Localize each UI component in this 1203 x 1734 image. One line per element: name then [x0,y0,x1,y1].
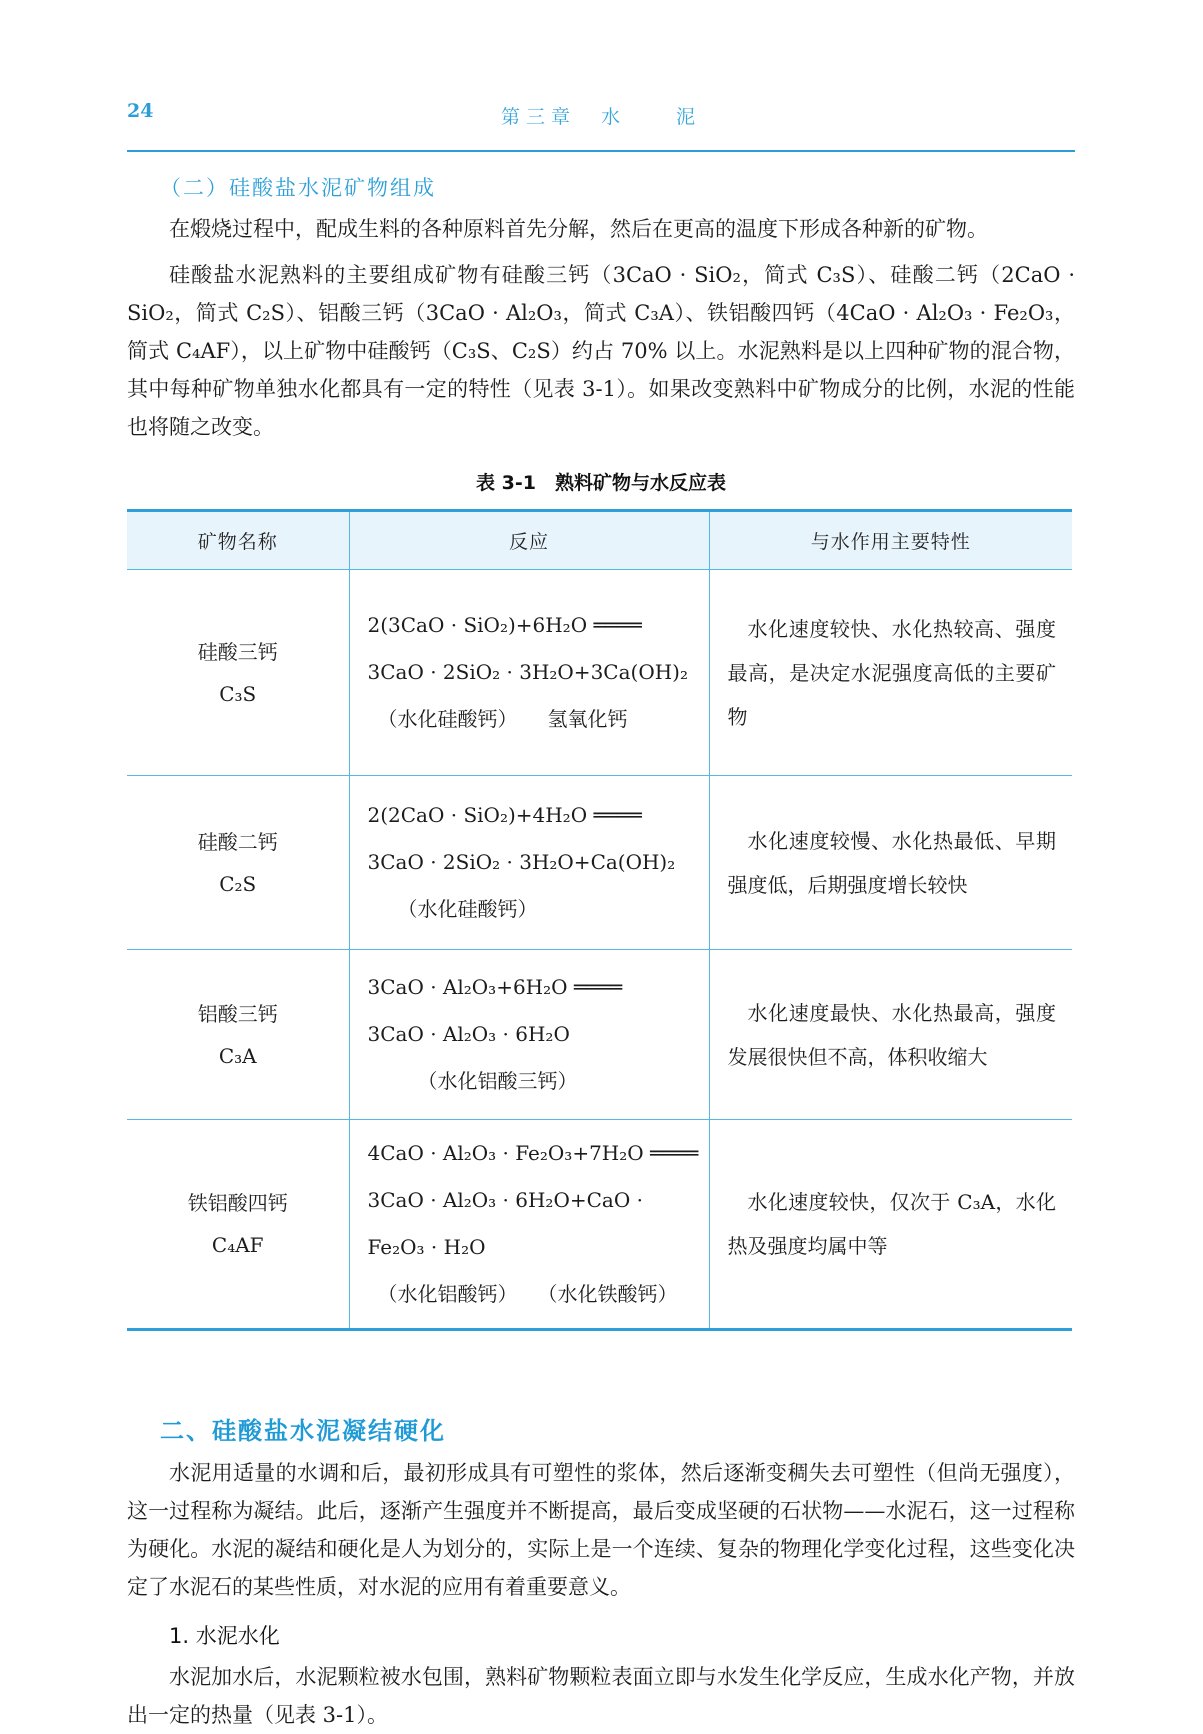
mineral-formula: C₄AF [211,1233,264,1257]
property-cell [709,1120,1072,1330]
mineral-name: 铝酸三钙 [197,1001,278,1026]
reaction-cell [349,776,709,950]
table-row [127,950,1072,1120]
paragraph: 硅酸盐水泥熟料的主要组成矿物有硅酸三钙（3CaO · SiO₂，简式 C₃S）、硅酸二钙（2CaO · SiO₂，简式 C₂S）、铝酸三钙（3CaO · Al₂O₃，简式 C₃A）、铁铝酸四钙（4CaO · Al₂O₃ · Fe₂O₃，简式 C₄AF），以上矿物中硅酸钙（C₃S、C₂S）约占 70% 以上。水泥熟料是以上四种矿物的混合物，其中每种矿物单独水化都具有一定的特性（见表 3-1）。如果改变熟料中矿物成分的比例，水泥的性能也将随之改变。 [127,263,1075,439]
paragraph: 水泥加水后，水泥颗粒被水包围，熟料矿物颗粒表面立即与水发生化学反应，生成水化产物，并放出一定的热量（见表 3-1）。 [127,1665,1075,1727]
page-number: 24 [127,100,154,122]
column-header-property: 与水作用主要特性 [709,511,1072,570]
reaction-cell [349,1120,709,1330]
reaction-cell [349,570,709,776]
property-cell [709,570,1072,776]
mineral-formula: C₃A [218,1043,257,1068]
mineral-name-cell [127,776,349,950]
reaction-line: 3CaO · Al₂O₃ · 6H₂O+CaO · Fe₂O₃ · H₂O [367,1188,650,1259]
reaction-line: 4CaO · Al₂O₃ · Fe₂O₃+7H₂O ════ [367,1141,699,1165]
column-header-mineral: 矿物名称 [127,511,349,570]
table-title: 表 3-1 熟料矿物与水反应表 [476,472,726,494]
property-cell [709,776,1072,950]
table-row [127,776,1072,950]
mineral-name: 铁铝酸四钙 [187,1191,288,1215]
property-text: 水化速度较慢、水化热最低、早期强度低，后期强度增长较快 [727,828,1056,897]
mineral-name: 硅酸二钙 [197,829,278,854]
property-text: 水化速度较快，仅次于 C₃A，水化热及强度均属中等 [727,1190,1056,1258]
paragraph: 在煅烧过程中，配成生料的各种原料首先分解，然后在更高的温度下形成各种新的矿物。 [169,217,988,241]
page-content [127,0,1075,1734]
reaction-line: 3CaO · Al₂O₃ · 6H₂O [367,1022,570,1046]
mineral-name-cell [127,950,349,1120]
mineral-formula: C₂S [219,871,257,896]
table-row [127,570,1072,776]
subsection-heading: 1. 水泥水化 [169,1624,280,1648]
minerals-reaction-table [127,509,1072,1331]
column-header-reaction: 反应 [349,511,709,570]
reaction-cell [349,950,709,1120]
reaction-line: （水化铝酸三钙） [367,1069,578,1093]
reaction-line: 3CaO · Al₂O₃+6H₂O ════ [367,975,623,999]
table-row [127,1120,1072,1330]
reaction-line: 3CaO · 2SiO₂ · 3H₂O+3Ca(OH)₂ [367,660,688,684]
mineral-name: 硅酸三钙 [197,639,278,664]
reaction-line: （水化硅酸钙） [367,897,538,921]
reaction-line: 3CaO · 2SiO₂ · 3H₂O+Ca(OH)₂ [367,850,676,874]
reaction-line: （水化铝酸钙） （水化铁酸钙） [367,1282,678,1306]
property-text: 水化速度最快、水化热最高，强度发展很快但不高，体积收缩大 [727,1000,1056,1069]
property-text: 水化速度较快、水化热较高、强度最高，是决定水泥强度高低的主要矿物 [727,616,1056,729]
running-head [127,100,1075,152]
property-cell [709,950,1072,1120]
mineral-formula: C₃S [219,681,257,706]
mineral-name-cell [127,570,349,776]
reaction-line: （水化硅酸钙） 氢氧化钙 [367,707,628,731]
reaction-line: 2(3CaO · SiO₂)+6H₂O ════ [367,613,642,637]
header-rule [127,150,1075,152]
chapter-title: 第三章 水 泥 [500,106,701,128]
paragraph: 水泥用适量的水调和后，最初形成具有可塑性的浆体，然后逐渐变稠失去可塑性（但尚无强度），这一过程称为凝结。此后，逐渐产生强度并不断提高，最后变成坚硬的石状物——水泥石，这一过程称为硬化。水泥的凝结和硬化是人为划分的，实际上是一个连续、复杂的物理化学变化过程，这些变化决定了水泥石的某些性质，对水泥的应用有着重要意义。 [127,1461,1075,1599]
section1-heading: （二）硅酸盐水泥矿物组成 [160,176,436,200]
reaction-line: 2(2CaO · SiO₂)+4H₂O ════ [367,803,642,827]
section2-heading: 二、硅酸盐水泥凝结硬化 [160,1417,446,1445]
table-header-row [127,511,1072,570]
mineral-name-cell [127,1120,349,1330]
